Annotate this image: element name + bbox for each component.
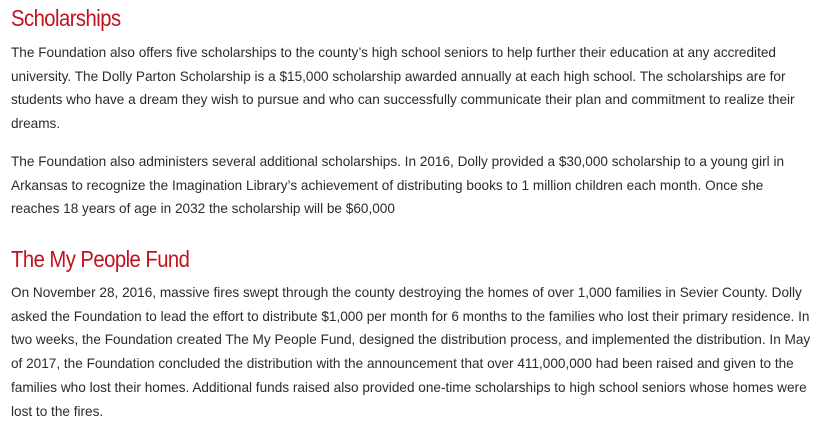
my-people-fund-paragraph: On November 28, 2016, massive fires swept through the county destroying the homes of over 1,000 families in Sevier County. Dolly asked the Foundation to lead the effort to distribute $1,000 per month for 6 months to the families who lost their primary residence. In two weeks, the Foundation created The My People Fund, designed the distribution process, and implemented the distribution. In May of 2017, the Foundation concluded the distribution with the announcement that over 411,000,000 had been raised and given to the families who lost their homes. Additional funds raised also provided one-time scholarships to high school seniors whose homes were lost to the fires. [11, 285, 811, 419]
scholarships-heading: Scholarships [11, 5, 121, 31]
scholarships-paragraph-1: The Foundation also offers five scholarships to the county’s high school seniors to help further their education at any accredited university. The Dolly Parton Scholarship is a $15,000 scholarship awarded annually at each high school. The scholarships are for students who have a dream they wish to pursue and who can successfully communicate their plan and commitment to realize their dreams. [11, 45, 795, 132]
scholarships-paragraph-2: The Foundation also administers several additional scholarships. In 2016, Dolly provided a $30,000 scholarship to a young girl in Arkansas to recognize the Imagination Library’s achievement of distributing books to 1 million children each month. Once she reaches 18 years of age in 2032 the scholarship will be $60,000 [11, 154, 785, 217]
my-people-fund-heading: The My People Fund [11, 246, 190, 272]
